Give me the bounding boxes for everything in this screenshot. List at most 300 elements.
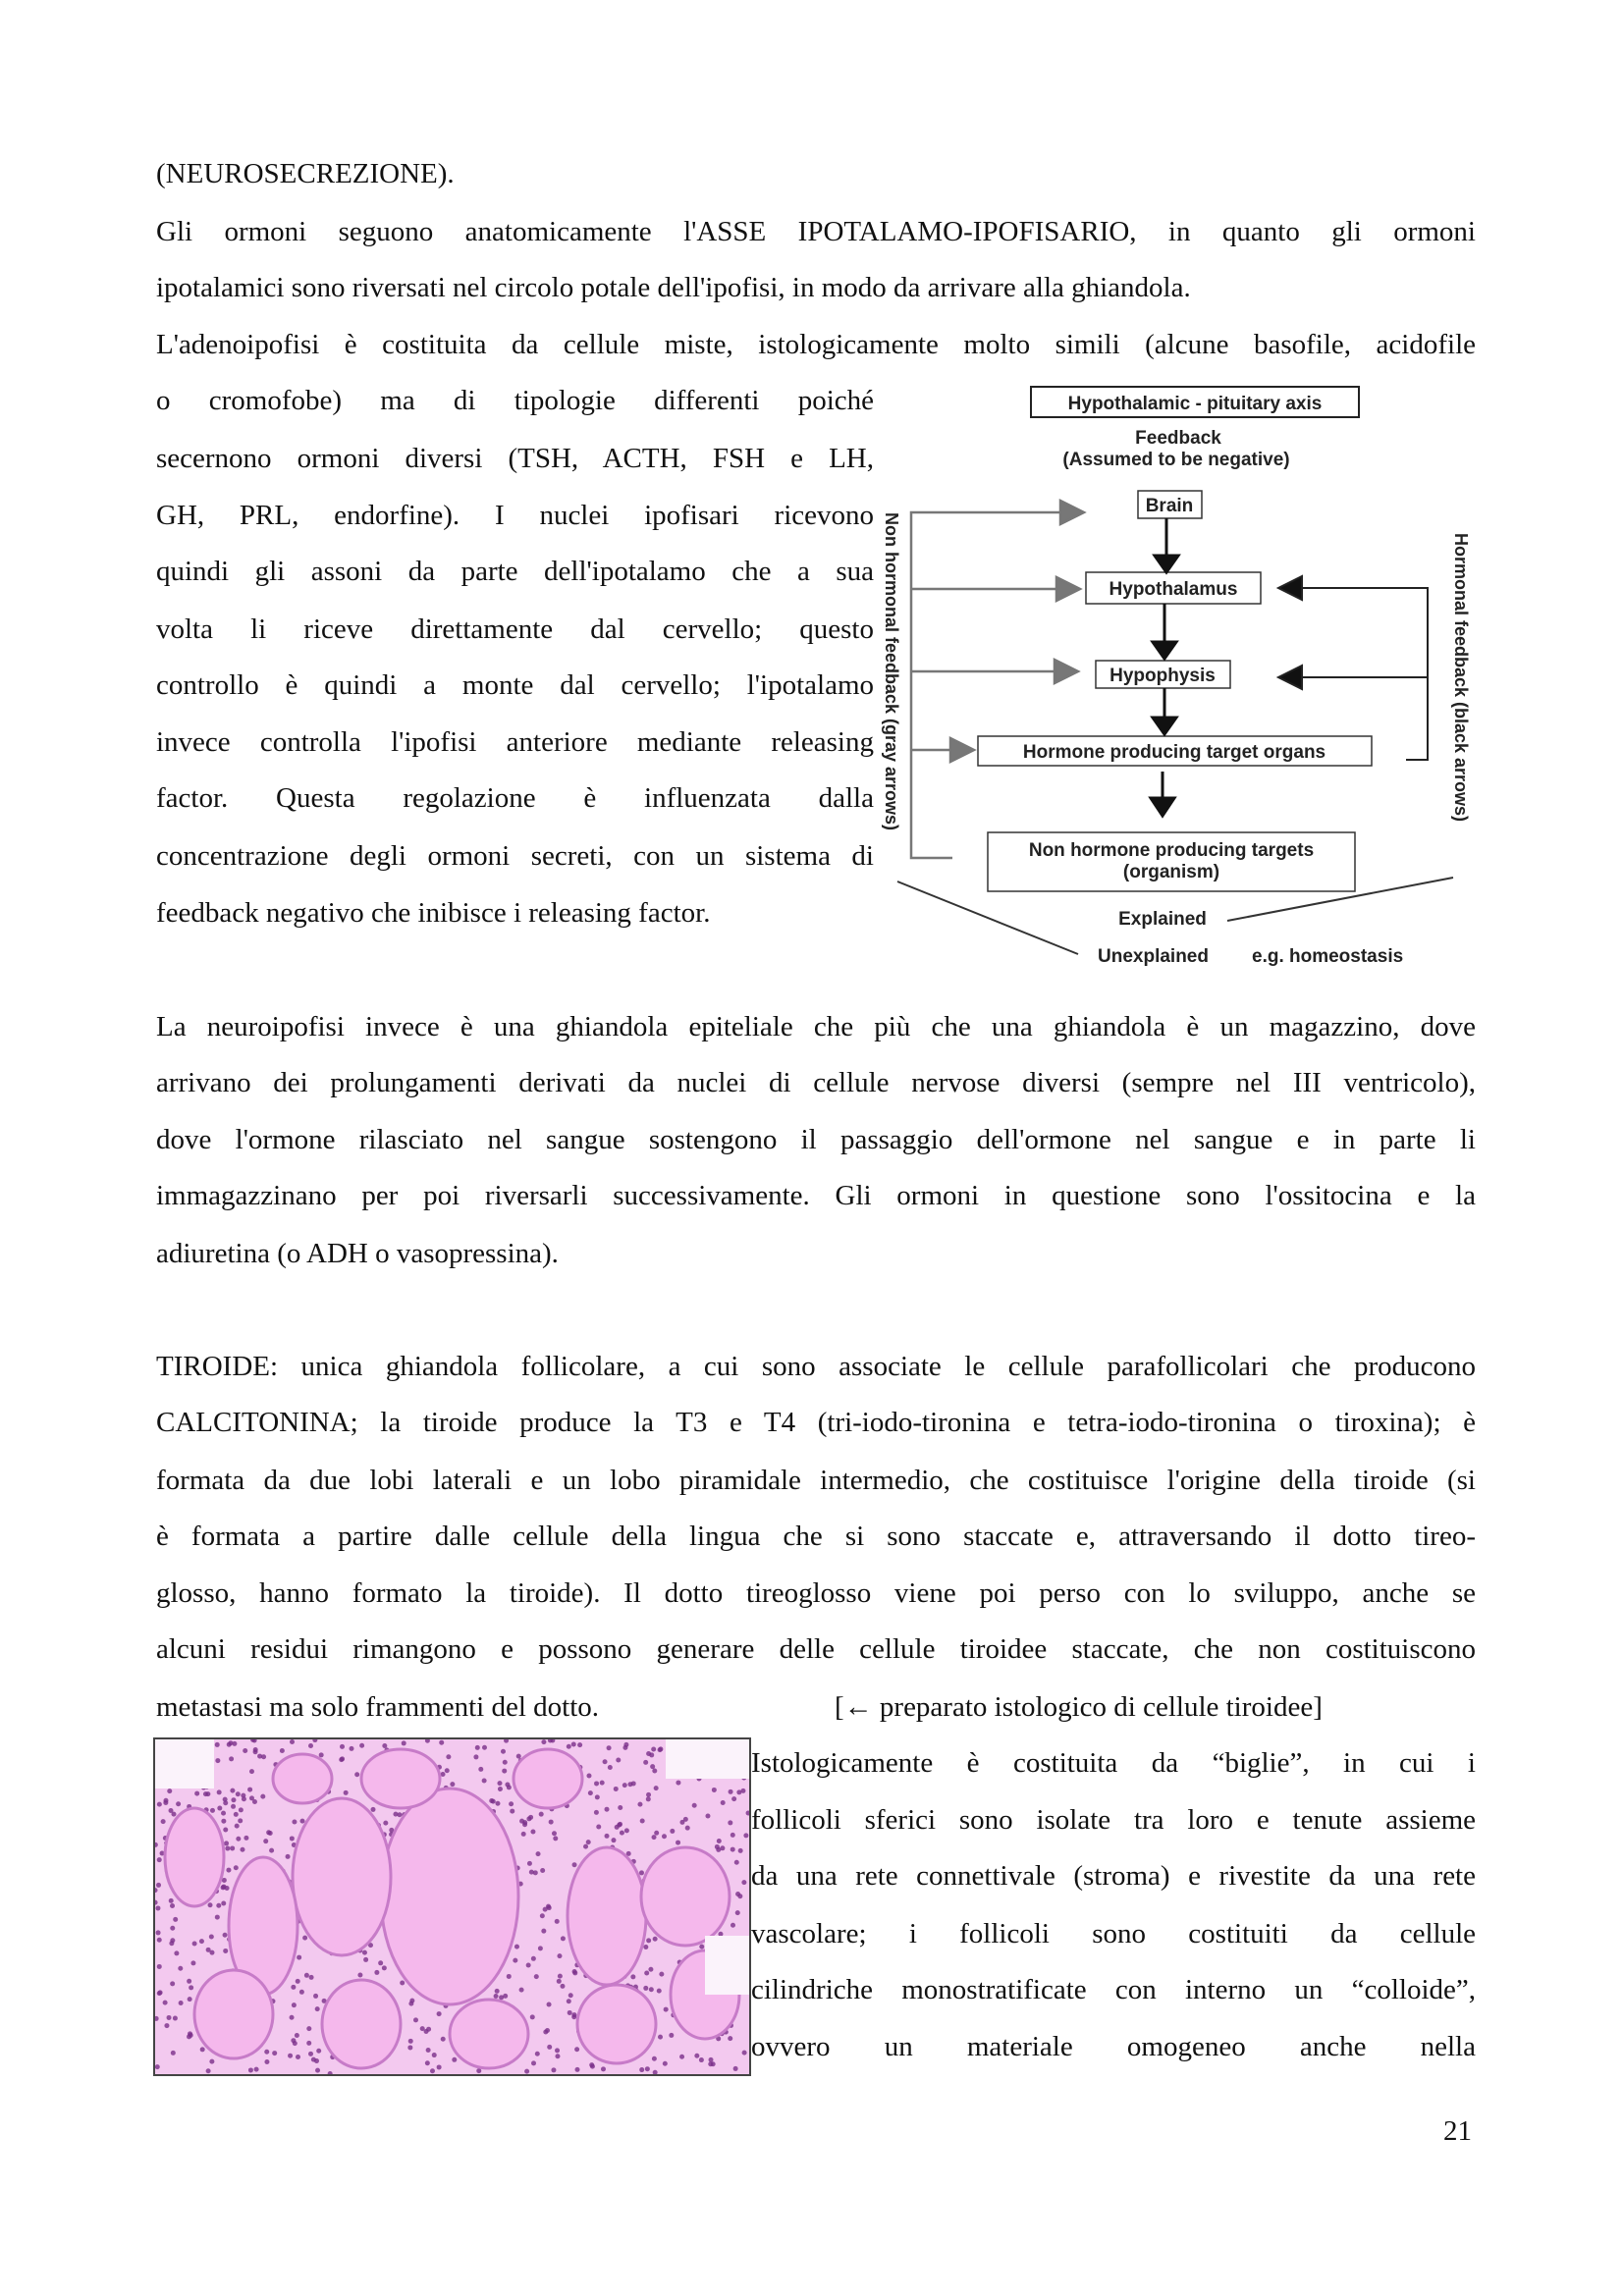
nucleus (717, 1839, 722, 1843)
hypothalamus-label: Hypothalamus (1109, 579, 1238, 600)
text-line: La neuroipofisi invece è una ghiandola epiteliale che più che una ghiandola è un magazzino, dove (156, 1011, 1476, 1042)
nucleus (156, 1930, 161, 1935)
nucleus (651, 1747, 656, 1752)
nucleus (249, 1769, 254, 1774)
non-hormonal-feedback-label: Non hormonal feedback (gray arrows) (882, 511, 901, 831)
nucleus (664, 2007, 669, 2012)
nucleus (528, 1815, 533, 1820)
nucleus (630, 1974, 635, 1979)
nucleus (670, 1829, 675, 1834)
nucleus (344, 1790, 349, 1795)
nucleus (639, 2067, 644, 2072)
nucleus (676, 1841, 680, 1845)
text-line: ipotalamici sono riversati nel circolo potale dell'ipofisi, in modo da arrivare alla ghiandola. (156, 272, 1191, 303)
nucleus (223, 1933, 228, 1938)
nucleus (536, 1851, 541, 1856)
nucleus (437, 2064, 442, 2069)
nucleus (553, 1836, 558, 1841)
nucleus (292, 2002, 297, 2007)
nucleus (473, 1754, 478, 1759)
nucleus (215, 1915, 220, 1920)
text-line: glosso, hanno formato la tiroide). Il dotto tireoglosso viene poi perso con lo sviluppo, anche se (156, 1577, 1476, 1609)
nucleus (291, 2038, 296, 2043)
nucleus (567, 1744, 571, 1749)
nucleus (374, 1970, 379, 1975)
nucleus (178, 1966, 183, 1971)
nucleus (234, 1812, 239, 1817)
nucleus (316, 2049, 321, 2054)
text-line: alcuni residui rimangono e possono generare delle cellule tiroidee staccate, che non costituiscono (156, 1633, 1476, 1665)
nucleus (210, 1808, 215, 1813)
nucleus (600, 1781, 605, 1786)
nucleus (192, 1941, 197, 1946)
nucleus (397, 1812, 402, 1817)
text-line: feedback negativo che inibisce i releasing factor. (156, 897, 711, 929)
text-line: invece controlla l'ipofisi anteriore mediante releasing (156, 726, 874, 758)
empty-space (155, 1739, 214, 1789)
nucleus (243, 1748, 247, 1753)
gray-feedback-arrows (911, 501, 1084, 858)
nucleus (194, 1791, 199, 1796)
diagram-title-box (1031, 387, 1359, 417)
nucleus (234, 1865, 239, 1870)
nucleus (226, 1868, 231, 1873)
nucleus (743, 1833, 748, 1838)
nucleus (229, 1756, 234, 1761)
nucleus (240, 1847, 244, 1852)
text-line: vascolare; i follicoli sono costituiti da cellule (751, 1918, 1476, 1949)
nucleus (646, 1792, 651, 1797)
nucleus (588, 1790, 593, 1795)
follicle (361, 1749, 440, 1808)
nucleus (189, 1985, 193, 1990)
page-number: 21 (1443, 2115, 1472, 2147)
text-line: (NEUROSECREZIONE). (156, 158, 455, 189)
nucleus (231, 1797, 236, 1802)
nucleus (299, 1819, 304, 1824)
diagram-title: Hypothalamic - pituitary axis (1067, 394, 1323, 414)
text-line: secernono ormoni diversi (TSH, ACTH, FSH e LH, (156, 443, 874, 474)
nucleus (557, 1953, 562, 1958)
nucleus (731, 1796, 736, 1801)
nucleus (530, 2014, 535, 2019)
nucleus (736, 1789, 741, 1794)
nucleus (179, 2001, 184, 2005)
nucleus (169, 1898, 174, 1903)
text-line: Gli ormoni seguono anatomicamente l'ASSE IPOTALAMO-IPOFISARIO, in quanto gli ormoni (156, 216, 1476, 247)
follicle (194, 1970, 273, 2058)
nucleus (639, 1870, 644, 1875)
nucleus (441, 2037, 446, 2042)
nucleus (614, 1787, 619, 1791)
nucleus (658, 2035, 663, 2040)
empty-space (705, 1936, 749, 1995)
nucleus (643, 1945, 648, 1949)
follicle (381, 1789, 518, 2004)
nucleus (171, 2051, 176, 2056)
follicle (293, 1798, 391, 1955)
nucleus (295, 2033, 299, 2038)
nucleus (239, 1807, 243, 1812)
nucleus (530, 1829, 535, 1834)
nucleus (708, 2061, 713, 2066)
nucleus (547, 2002, 552, 2007)
nucleus (173, 1917, 178, 1922)
nucleus (568, 2010, 572, 2015)
nucleus (243, 1836, 248, 1841)
nucleus (253, 1747, 258, 1752)
nucleus (309, 1975, 314, 1980)
nucleus (541, 1739, 546, 1744)
nucleus (407, 2045, 412, 2050)
nucleus (594, 1810, 599, 1815)
hormone-targets-label: Hormone producing target organs (1022, 742, 1326, 763)
unexplained-label: Unexplained (1098, 946, 1209, 967)
nucleus (306, 2026, 311, 2031)
nucleus (190, 1960, 195, 1965)
text-line: cilindriche monostratificate con interno un “colloide”, (751, 1974, 1476, 2005)
nucleus (605, 1834, 610, 1839)
nucleus (206, 2068, 211, 2073)
nucleus (657, 1989, 662, 1994)
hypothalamus-box (1086, 572, 1261, 604)
nucleus (164, 2023, 169, 2028)
nucleus (540, 1913, 545, 1918)
nucleus (692, 1803, 697, 1808)
follicle (322, 1980, 401, 2068)
nucleus (266, 1830, 271, 1835)
nucleus (547, 2045, 552, 2050)
text-line: ovvero un materiale omogeneo anche nella (751, 2031, 1476, 2062)
nucleus (308, 1743, 313, 1748)
nucleus (679, 2055, 684, 2059)
nucleus (161, 1819, 166, 1824)
nucleus (221, 1900, 226, 1905)
nucleus (314, 2058, 319, 2063)
nucleus (446, 1754, 451, 1759)
nucleus (737, 1894, 742, 1898)
nucleus (596, 1825, 601, 1830)
nucleus (721, 1800, 726, 1805)
nucleus (426, 2027, 431, 2032)
nucleus (555, 2048, 560, 2053)
nucleus (669, 2033, 674, 2038)
brain-label: Brain (1145, 496, 1194, 516)
nucleus (482, 1745, 487, 1750)
nucleus (362, 1950, 367, 1955)
nucleus (541, 1929, 546, 1934)
nucleus (308, 2052, 313, 2056)
nucleus (156, 1883, 161, 1888)
nucleus (157, 1802, 162, 1807)
nucleus (503, 1760, 508, 1765)
nucleus (640, 1818, 645, 1823)
nucleus (238, 1818, 243, 1823)
nucleus (290, 2015, 295, 2020)
nucleus (709, 2057, 714, 2062)
nucleus (199, 1939, 204, 1944)
nucleus (555, 1919, 560, 1924)
nucleus (340, 1756, 345, 1761)
follicle (641, 1847, 730, 1946)
nucleus (354, 1772, 359, 1777)
nucleus (408, 2039, 413, 2044)
nucleus (231, 1804, 236, 1809)
nucleus (507, 1974, 512, 1979)
nucleus (624, 1828, 629, 1833)
homeostasis-label: e.g. homeostasis (1252, 946, 1404, 967)
text-line: formata da due lobi laterali e un lobo piramidale intermedio, che costituisce l'origine della tiroide (si (156, 1465, 1476, 1496)
nucleus (235, 1824, 240, 1829)
hormonal-feedback-label: Hormonal feedback (black arrows) (1451, 532, 1471, 823)
nucleus (649, 1752, 654, 1757)
nucleus (254, 2067, 259, 2072)
nucleus (730, 1833, 735, 1838)
nucleus (291, 1985, 296, 1990)
nucleus (540, 1868, 545, 1873)
nucleus (547, 1905, 552, 1910)
nucleus (171, 1812, 176, 1817)
non-hormone-targets-box (988, 832, 1355, 891)
nucleus (549, 1820, 554, 1825)
nucleus (531, 1956, 536, 1961)
nucleus (615, 1825, 620, 1830)
nucleus (729, 1789, 733, 1794)
nucleus (242, 1796, 246, 1801)
nucleus (643, 1986, 648, 1991)
nucleus (502, 1769, 507, 1774)
nucleus (663, 2061, 668, 2066)
nucleus (200, 2047, 205, 2052)
nucleus (618, 1805, 622, 1810)
nucleus (646, 1938, 651, 1943)
nucleus (264, 2050, 269, 2055)
nucleus (497, 1781, 502, 1786)
nucleus (315, 2006, 320, 2011)
nucleus (699, 2057, 704, 2062)
nucleus (296, 2055, 300, 2059)
nucleus (637, 1802, 642, 1807)
text-line: volta li riceve direttamente dal cervello; questo (156, 614, 874, 645)
nucleus (247, 1788, 252, 1792)
nucleus (209, 2059, 214, 2064)
nucleus (659, 1972, 664, 1977)
nucleus (510, 1809, 514, 1814)
nucleus (738, 1848, 743, 1853)
nucleus (215, 1758, 220, 1763)
nucleus (209, 1935, 214, 1940)
nucleus (557, 1979, 562, 1984)
nucleus (649, 1987, 654, 1992)
follicle (514, 1749, 582, 1808)
follicle (577, 1985, 656, 2063)
nucleus (685, 1826, 690, 1831)
nucleus (571, 2012, 576, 2017)
hypophysis-label: Hypophysis (1109, 666, 1216, 686)
text-line: controllo è quindi a monte dal cervello; l'ipotalamo (156, 669, 874, 701)
nucleus (516, 1754, 521, 1759)
nucleus (297, 1955, 301, 1960)
nucleus (741, 1880, 746, 1885)
nucleus (482, 1779, 487, 1784)
nucleus (290, 1739, 295, 1744)
nucleus (652, 2056, 657, 2061)
nucleus (249, 1795, 254, 1800)
nucleus (586, 1840, 591, 1844)
nucleus (571, 1741, 576, 1746)
explained-label: Explained (1118, 909, 1207, 930)
nucleus (652, 1835, 657, 1840)
nucleus (157, 1964, 162, 1969)
nucleus (170, 1981, 175, 1986)
nucleus (363, 1957, 368, 1962)
nucleus (378, 1960, 383, 1965)
nucleus (644, 1970, 649, 1975)
empty-space (666, 1739, 749, 1779)
nucleus (543, 2030, 548, 2035)
nucleus (589, 2062, 594, 2067)
nucleus (350, 1746, 354, 1751)
nucleus (272, 2051, 277, 2056)
nucleus (509, 1801, 514, 1806)
nucleus (616, 1758, 621, 1763)
nucleus (205, 1791, 210, 1796)
brain-box (1138, 491, 1202, 518)
nucleus (491, 1799, 496, 1804)
follicle (165, 1808, 224, 1906)
nucleus (645, 2066, 650, 2071)
nucleus (269, 1848, 274, 1853)
nucleus (611, 1838, 616, 1842)
nucleus (476, 2068, 481, 2073)
nucleus (157, 1991, 162, 1996)
nucleus (594, 1781, 599, 1786)
nucleus (558, 1974, 563, 1979)
non-hormone-targets-label-2: (organism) (1122, 862, 1220, 882)
nucleus (280, 1748, 285, 1753)
text-line: L'adenoipofisi è costituita da cellule miste, istologicamente molto simili (alcune basofile, acidofile (156, 329, 1476, 360)
nucleus (439, 1740, 444, 1745)
nucleus (676, 1781, 680, 1786)
nucleus (730, 1923, 735, 1928)
black-feedback-arrows (1278, 576, 1428, 760)
nucleus (169, 1941, 174, 1946)
nucleus (653, 1937, 658, 1942)
follicle (450, 2000, 528, 2068)
nucleus (521, 1832, 526, 1837)
nucleus (288, 2054, 293, 2058)
nucleus (742, 2051, 747, 2056)
nucleus (734, 1860, 739, 1865)
nucleus (730, 1847, 735, 1852)
nucleus (572, 1969, 577, 1974)
nucleus (432, 2053, 437, 2057)
text-line: Istologicamente è costituita da “biglie”, in cui i (751, 1747, 1476, 1779)
nucleus (223, 1827, 228, 1832)
nucleus (567, 1999, 571, 2003)
nucleus (607, 1745, 612, 1750)
nucleus (261, 1754, 266, 1759)
text-line: metastasi ma solo frammenti del dotto. (156, 1691, 600, 1723)
nucleus (236, 1837, 241, 1842)
nucleus (631, 1781, 636, 1786)
nucleus (715, 1844, 720, 1849)
nucleus (236, 1791, 241, 1796)
nucleus (187, 2034, 191, 2039)
text-line: arrivano dei prolungamenti derivati da nuclei di cellule nervose diversi (sempre nel III ventricolo), (156, 1067, 1476, 1098)
nucleus (552, 1831, 557, 1836)
nucleus (679, 1820, 684, 1825)
nucleus (425, 2060, 430, 2065)
nucleus (225, 1846, 230, 1851)
nucleus (296, 1979, 300, 1984)
nucleus (539, 1812, 544, 1817)
nucleus (217, 1789, 222, 1794)
nucleus (622, 1783, 627, 1788)
nucleus (728, 1820, 732, 1825)
nucleus (163, 1800, 168, 1805)
nucleus (248, 2067, 253, 2072)
histology-picture (155, 1739, 749, 2074)
text-line: è formata a partire dalle cellule della lingua che si sono staccate e, attraversando il dotto tireo- (156, 1521, 1476, 1552)
nucleus (603, 1759, 608, 1764)
nucleus (495, 1801, 500, 1806)
nucleus (662, 1834, 667, 1839)
nucleus (313, 1994, 318, 1999)
follicle (568, 1847, 646, 1985)
nucleus (505, 1782, 510, 1787)
text-line: dove l'ormone rilasciato nel sangue sostengono il passaggio dell'ormone nel sangue e in parte li (156, 1124, 1476, 1155)
nucleus (221, 1885, 226, 1890)
nucleus (513, 1958, 517, 1963)
nucleus (228, 1740, 233, 1745)
nucleus (735, 1910, 740, 1915)
nucleus (601, 2066, 606, 2071)
nucleus (519, 1819, 524, 1824)
nucleus (188, 1997, 192, 2002)
text-line: da una rete connettivale (stroma) e rivestite da una rete (751, 1860, 1476, 1892)
nucleus (413, 2017, 418, 2022)
nucleus (652, 1769, 657, 1774)
nucleus (658, 1747, 663, 1752)
nucleus (586, 1774, 591, 1779)
nucleus (382, 1743, 387, 1748)
nucleus (382, 1965, 387, 1970)
nucleus (230, 1845, 235, 1850)
nucleus (526, 1963, 531, 1968)
text-line: CALCITONINA; la tiroide produce la T3 e T4 (tri-iodo-tironina e tetra-iodo-tironina o tiroxina); è (156, 1407, 1476, 1438)
nucleus (400, 1980, 405, 1985)
nucleus (514, 1945, 519, 1949)
text-line: TIROIDE: unica ghiandola follicolare, a cui sono associate le cellule parafollicolari che producono (156, 1351, 1476, 1382)
nucleus (445, 1768, 450, 1773)
text-line: GH, PRL, endorfine). I nuclei ipofisari ricevono (156, 500, 874, 531)
nucleus (167, 1789, 172, 1793)
nucleus (163, 2001, 168, 2005)
nucleus (221, 1811, 226, 1816)
nucleus (595, 1794, 600, 1799)
nucleus (357, 1972, 362, 1977)
nucleus (533, 1870, 538, 1875)
nucleus (230, 1789, 235, 1793)
nucleus (223, 1949, 228, 1953)
nucleus (426, 2048, 431, 2053)
nucleus (583, 1844, 588, 1849)
nucleus (648, 1967, 653, 1972)
nucleus (475, 1745, 480, 1750)
nucleus (654, 1786, 659, 1790)
nucleus (290, 1836, 295, 1841)
